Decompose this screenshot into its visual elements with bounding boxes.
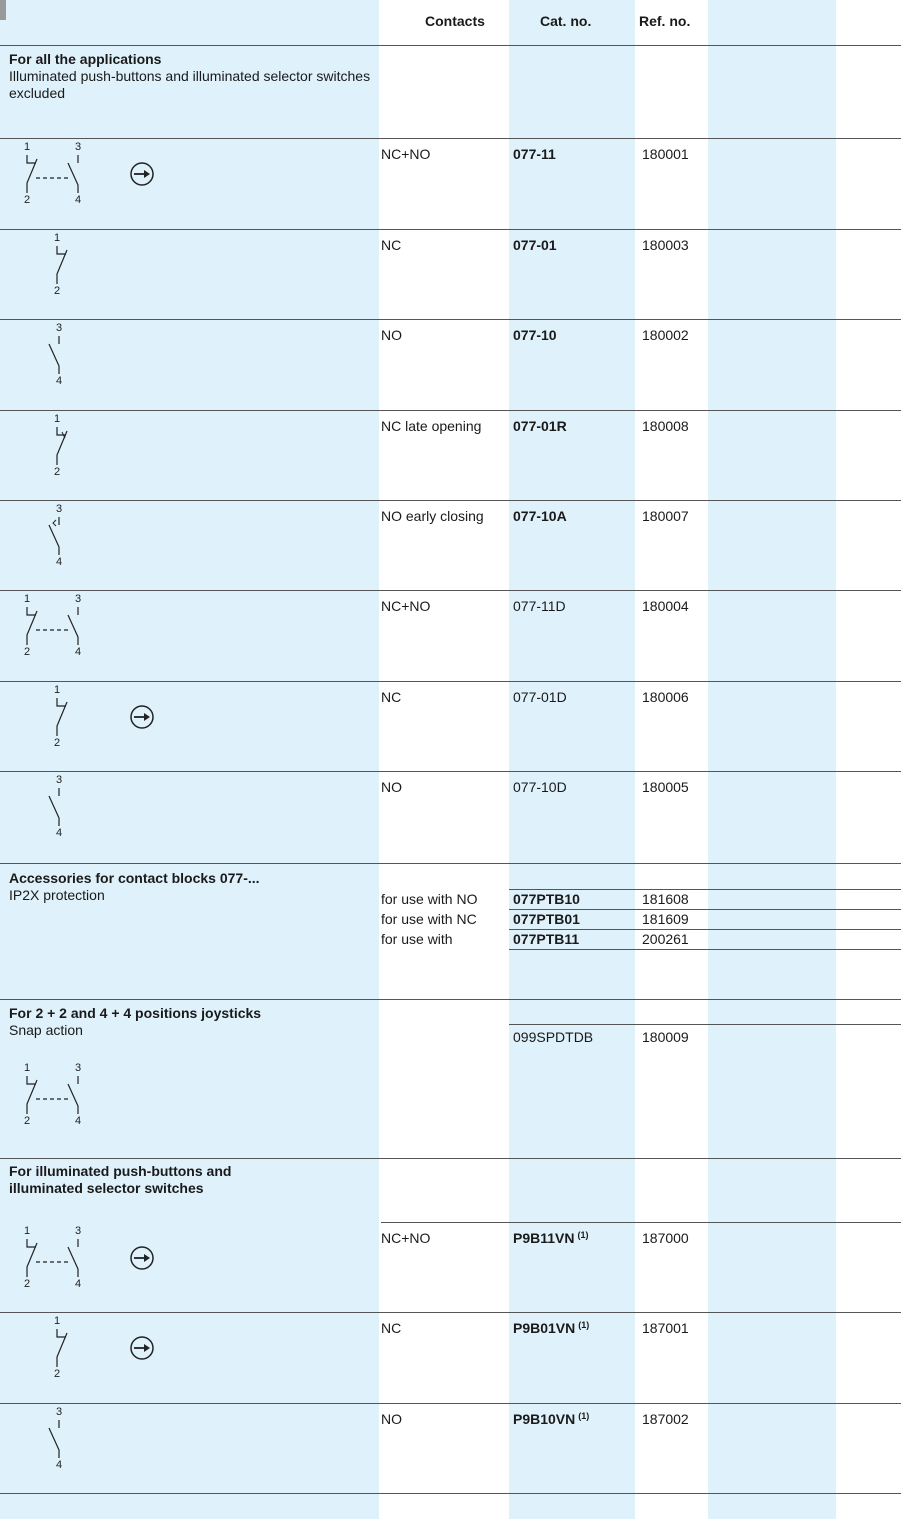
svg-text:4: 4 [74,646,82,658]
arrow-circle-icon [131,163,153,185]
svg-text:2: 2 [53,1368,61,1380]
row-divider [0,1403,381,1404]
no-contact-symbol-icon [20,1406,170,1476]
contacts-cell: NC [381,689,402,705]
ref-no-cell: 187001 [642,1320,689,1336]
svg-text:4: 4 [74,1278,82,1290]
svg-text:1: 1 [23,1062,31,1074]
svg-text:2: 2 [53,466,61,478]
cat-no-cell: P9B11VN $^{(1)}$ [513,1230,589,1246]
svg-text:1: 1 [53,232,61,244]
row-divider [509,929,901,930]
row-divider [0,1312,381,1313]
ref-no-cell: 180008 [642,418,689,434]
ref-no-cell: 180003 [642,237,689,253]
svg-text:1: 1 [53,684,61,696]
section-joysticks [9,1005,379,1039]
accessory-cat-no-cell: 077PTB10 [513,891,580,907]
contacts-cell: NC+NO [381,1230,431,1246]
contacts-cell: NC+NO [381,146,431,162]
no-contact-symbol-icon [20,322,170,392]
joystick-ref-no-cell: 180009 [642,1029,689,1045]
ref-no-cell: 187000 [642,1230,689,1246]
row-divider [509,1024,901,1025]
svg-text:4: 4 [55,556,63,568]
section-subtitle: IP2X protection [9,887,105,903]
cat-no-cell: 077-01 [513,237,557,253]
nc-contact-symbol-icon [20,684,170,754]
svg-text:1: 1 [23,141,31,153]
table-bottom-rule [0,1493,901,1494]
svg-text:1: 1 [53,413,61,425]
row-divider [0,771,901,772]
footnote-marker: (1) [578,1411,590,1421]
row-divider [0,681,901,682]
row-divider [0,410,901,411]
arrow-circle-icon [131,1337,153,1359]
svg-text:3: 3 [74,593,82,605]
svg-text:3: 3 [55,503,63,515]
arrow-circle-icon [131,706,153,728]
contacts-cell: NC late opening [381,418,482,434]
header-cat-no: Cat. no. [540,13,592,29]
ref-no-cell: 180005 [642,779,689,795]
row-divider [381,1312,901,1313]
ref-no-cell: 180001 [642,146,689,162]
svg-text:2: 2 [23,646,31,658]
band-extra [708,0,836,1519]
band-cat-no [509,0,635,1519]
nc-no-contact-symbol-icon [20,1062,170,1132]
svg-text:1: 1 [23,1225,31,1237]
ref-no-cell: 180004 [642,598,689,614]
row-divider [381,1403,901,1404]
cat-no-cell: 077-11D [513,598,566,614]
cat-no-cell: 077-01D [513,689,567,705]
arrow-circle-icon [131,1247,153,1269]
nc-late-contact-symbol-icon [20,413,170,483]
nc-contact-symbol-icon [20,1315,170,1385]
cat-no-cell: 077-10D [513,779,567,795]
section-title: For illuminated push-buttons and illuminated selector switches [9,1163,232,1196]
accessory-contacts-cell: for use with [381,931,453,947]
page-tab [0,0,6,20]
row-divider [0,229,901,230]
svg-text:3: 3 [55,774,63,786]
cat-no-cell: 077-01R [513,418,567,434]
section-title: For 2 + 2 and 4 + 4 positions joysticks [9,1005,262,1021]
section-subtitle: Snap action [9,1022,83,1038]
row-divider [0,319,901,320]
section-divider [0,863,901,864]
ref-no-cell: 180002 [642,327,689,343]
svg-text:2: 2 [23,194,31,206]
nc-no-contact-symbol-icon [20,1225,170,1295]
row-divider [509,949,901,950]
joystick-cat-no-cell: 099SPDTDB [513,1029,594,1045]
cat-no-cell: P9B01VN $^{(1)}$ [513,1320,590,1336]
no-early-contact-symbol-icon [20,503,170,573]
cat-no-cell: 077-10A [513,508,567,524]
accessory-ref-no-cell: 181608 [642,891,689,907]
cat-no-cell: P9B10VN $^{(1)}$ [513,1411,590,1427]
svg-text:3: 3 [74,1225,82,1237]
svg-text:3: 3 [74,141,82,153]
section-title: Accessories for contact blocks 077-... [9,870,260,886]
ref-no-cell: 187002 [642,1411,689,1427]
row-divider [0,500,901,501]
contacts-cell: NO early closing [381,508,484,524]
accessory-ref-no-cell: 181609 [642,911,689,927]
contacts-cell: NO [381,779,402,795]
svg-text:4: 4 [74,1115,82,1127]
svg-text:3: 3 [55,322,63,334]
row-divider [509,889,901,890]
footnote-marker: (1) [577,1230,589,1240]
section-all-applications [9,51,379,102]
nc-no-contact-symbol-icon [20,593,170,663]
accessory-cat-no-cell: 077PTB01 [513,911,580,927]
accessory-cat-no-cell: 077PTB11 [513,931,580,947]
contacts-cell: NC [381,237,402,253]
no-contact-symbol-icon [20,774,170,844]
cat-no-cell: 077-10 [513,327,557,343]
row-divider [0,138,901,139]
section-subtitle: Illuminated push-buttons and illuminated selector switches excluded [9,68,371,101]
accessory-contacts-cell: for use with NO [381,891,478,907]
svg-text:4: 4 [55,375,63,387]
svg-text:2: 2 [53,737,61,749]
section-accessories [9,870,379,904]
accessory-ref-no-cell: 200261 [642,931,689,947]
header-contacts: Contacts [425,13,485,29]
header-ref-no: Ref. no. [639,13,691,29]
svg-text:2: 2 [23,1115,31,1127]
svg-text:1: 1 [23,593,31,605]
contacts-cell: NC+NO [381,598,431,614]
svg-text:4: 4 [74,194,82,206]
svg-text:2: 2 [23,1278,31,1290]
svg-text:1: 1 [53,1315,61,1327]
nc-contact-symbol-icon [20,232,170,302]
row-divider [0,590,901,591]
cat-no-cell: 077-11 [513,146,556,162]
row-divider [509,909,901,910]
svg-text:4: 4 [55,1459,63,1471]
section-divider [0,999,901,1000]
row-divider [381,1222,901,1223]
section-title: For all the applications [9,51,162,67]
nc-no-contact-symbol-icon [20,141,170,211]
contacts-cell: NO [381,327,402,343]
header-divider [0,45,901,46]
contacts-cell: NO [381,1411,402,1427]
svg-text:4: 4 [55,827,63,839]
contacts-cell: NC [381,1320,402,1336]
ref-no-cell: 180007 [642,508,689,524]
svg-text:3: 3 [74,1062,82,1074]
accessory-contacts-cell: for use with NC [381,911,477,927]
ref-no-cell: 180006 [642,689,689,705]
svg-text:2: 2 [53,285,61,297]
svg-text:3: 3 [55,1406,63,1418]
section-divider [0,1158,901,1159]
footnote-marker: (1) [578,1320,590,1330]
section-illuminated [9,1163,309,1197]
